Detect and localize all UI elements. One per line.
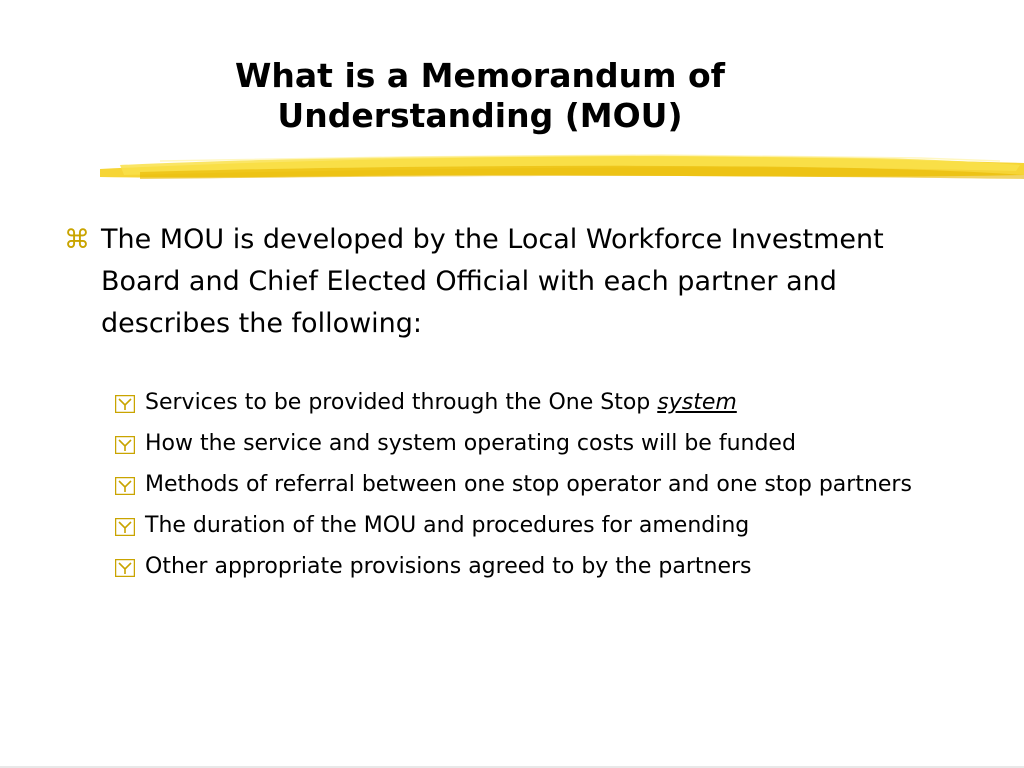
- sub-bullet-item: [115, 428, 945, 460]
- checkbox-y-icon: [115, 518, 135, 536]
- sub-bullet-item: [115, 469, 945, 501]
- command-key-icon: ⌘: [64, 225, 90, 255]
- sub-bullet-list: [115, 387, 945, 592]
- title-underline-brush: [100, 145, 1024, 187]
- sub-bullet-text: Other appropriate provisions agreed to by the partners: [145, 554, 752, 579]
- sub-bullet-emphasis: system: [657, 390, 737, 415]
- main-bullet-text: The MOU is developed by the Local Workforce Investment Board and Chief Elected Official with each partner and describes the following:: [101, 224, 884, 339]
- main-bullet: [64, 219, 944, 345]
- sub-bullet-text: Methods of referral between one stop operator and one stop partners: [145, 472, 912, 497]
- title-line-1: What is a Memorandum of: [235, 56, 725, 95]
- sub-bullet-text: Services to be provided through the One Stop: [145, 390, 658, 415]
- checkbox-y-icon: [115, 436, 135, 454]
- checkbox-y-icon: [115, 477, 135, 495]
- slide-title: [130, 56, 830, 136]
- sub-bullet-text: How the service and system operating costs will be funded: [145, 431, 796, 456]
- title-line-2: Understanding (MOU): [277, 96, 683, 135]
- sub-bullet-item: [115, 387, 945, 419]
- checkbox-y-icon: [115, 559, 135, 577]
- sub-bullet-item: [115, 551, 945, 583]
- sub-bullet-item: [115, 510, 945, 542]
- checkbox-y-icon: [115, 395, 135, 413]
- sub-bullet-text: The duration of the MOU and procedures for amending: [145, 513, 750, 538]
